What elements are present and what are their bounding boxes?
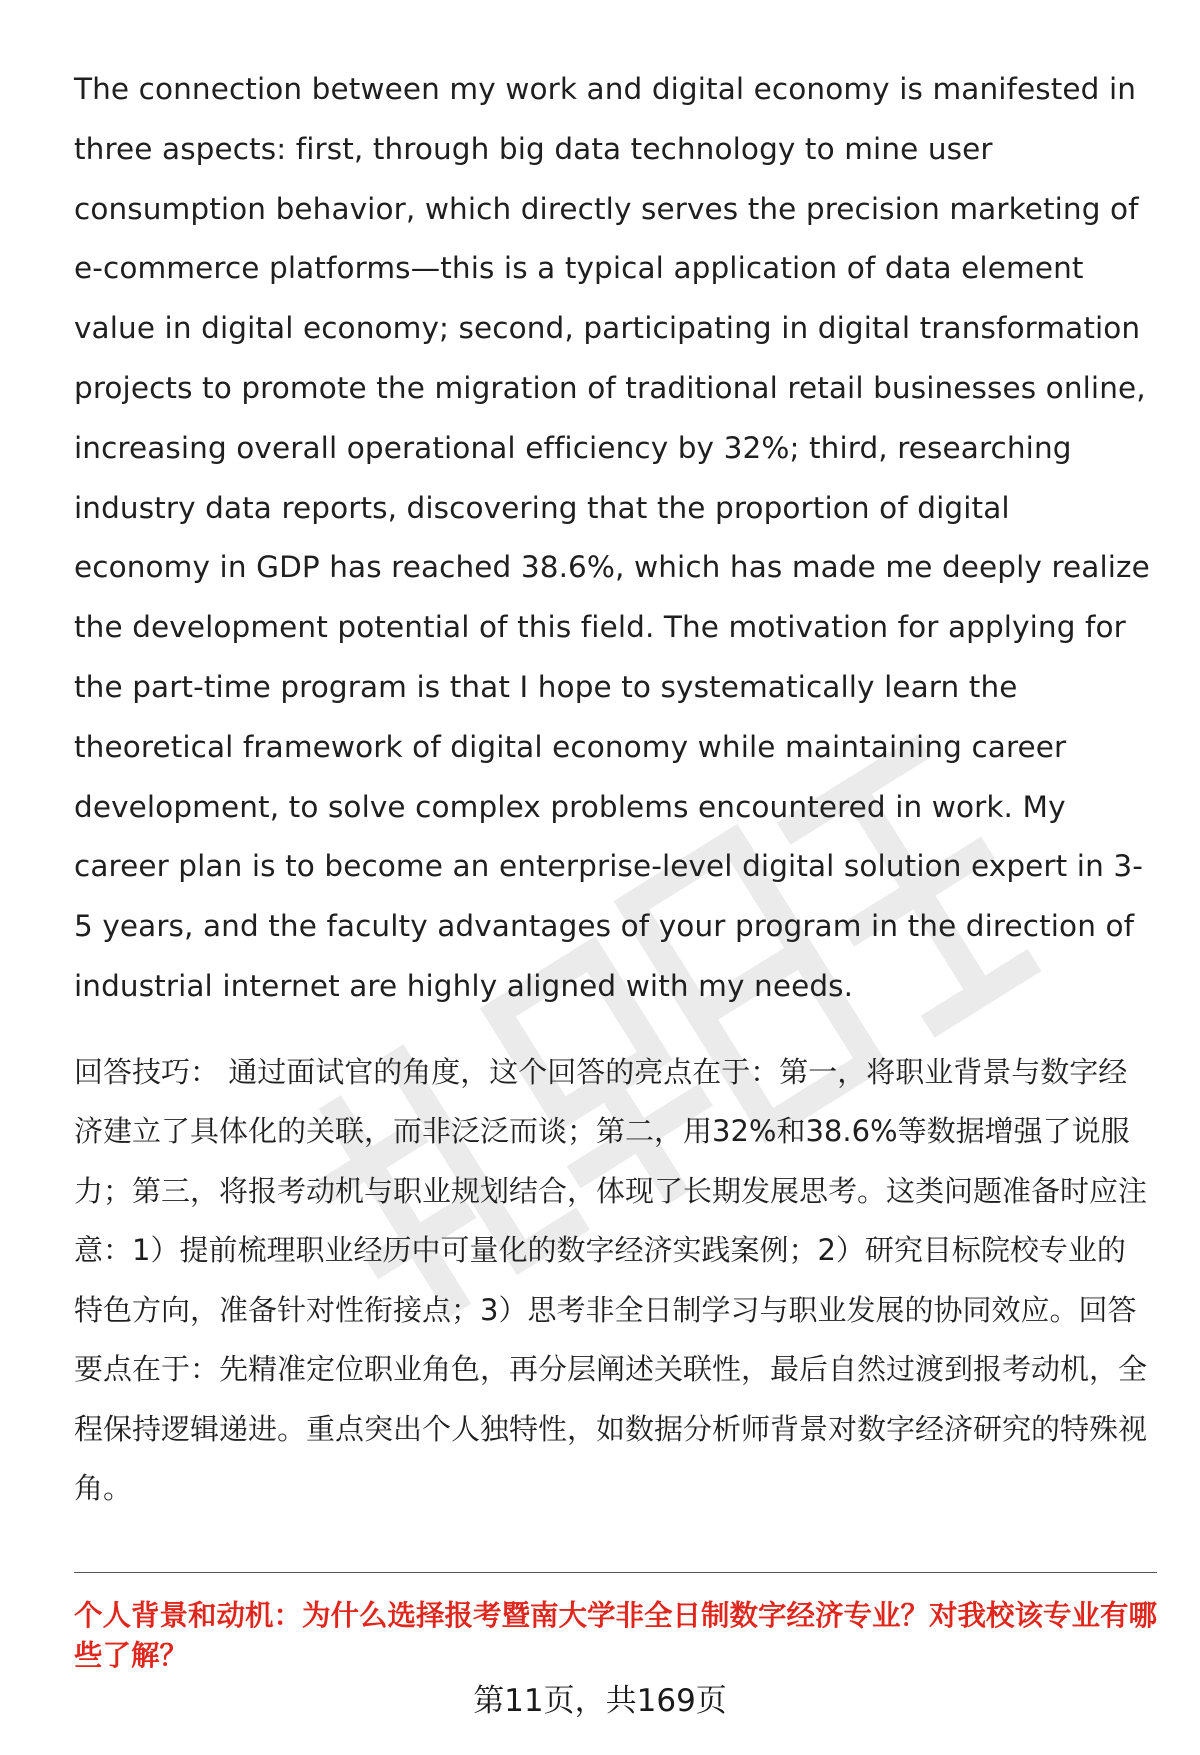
answer-tips-paragraph: 回答技巧： 通过面试官的角度，这个回答的亮点在于：第一，将职业背景与数字经济建立了具体化的关联，而非泛泛而谈；第二，用32%和38.6%等数据增强了说服力；第三，将报考动机与职业规划结合，体现了长期发展思考。这类问题准备时应注意：1）提前梳理职业经历中可量化的数字经济实践案例；2）研究目标院校专业的特色方向，准备针对性衔接点；3）思考非全日制学习与职业发展的协同效应。回答要点在于：先精准定位职业角色，再分层阐述关联性，最后自然过渡到报考动机，全程保持逻辑递进。重点突出个人独特性，如数据分析师背景对数字经济研究的特殊视角。 (74, 1054, 1148, 1506)
section-divider (74, 1572, 1157, 1573)
page-number-footer: 第11页，共169页 (473, 1683, 727, 1719)
answer-paragraph: The connection between my work and digital economy is manifested in three aspects: first, through big data technology to mine user consumption behavior, which directly serves the precision marketing of e-commerce platforms—this is a typical application of data element value in digital economy; second, participating in digital transformation projects to promote the migration of traditional retail businesses online, increasing overall operational efficiency by 32%; third, researching industry data reports, discovering that the proportion of digital economy in GDP has reached 38.6%, which has made me deeply realize the development potential of this field. The motivation for applying for the part-time program is that I hope to systematically learn the theoretical framework of digital economy while maintaining career development, to solve complex problems encountered in work. My career plan is to become an enterprise-level digital solution expert in 3-5 years, and the faculty advantages of your program in the direction of industrial internet are highly aligned with my needs. (74, 72, 1150, 1003)
next-question-heading: 个人背景和动机：为什么选择报考暨南大学非全日制数字经济专业？对我校该专业有哪些了解？ (74, 1599, 1158, 1672)
